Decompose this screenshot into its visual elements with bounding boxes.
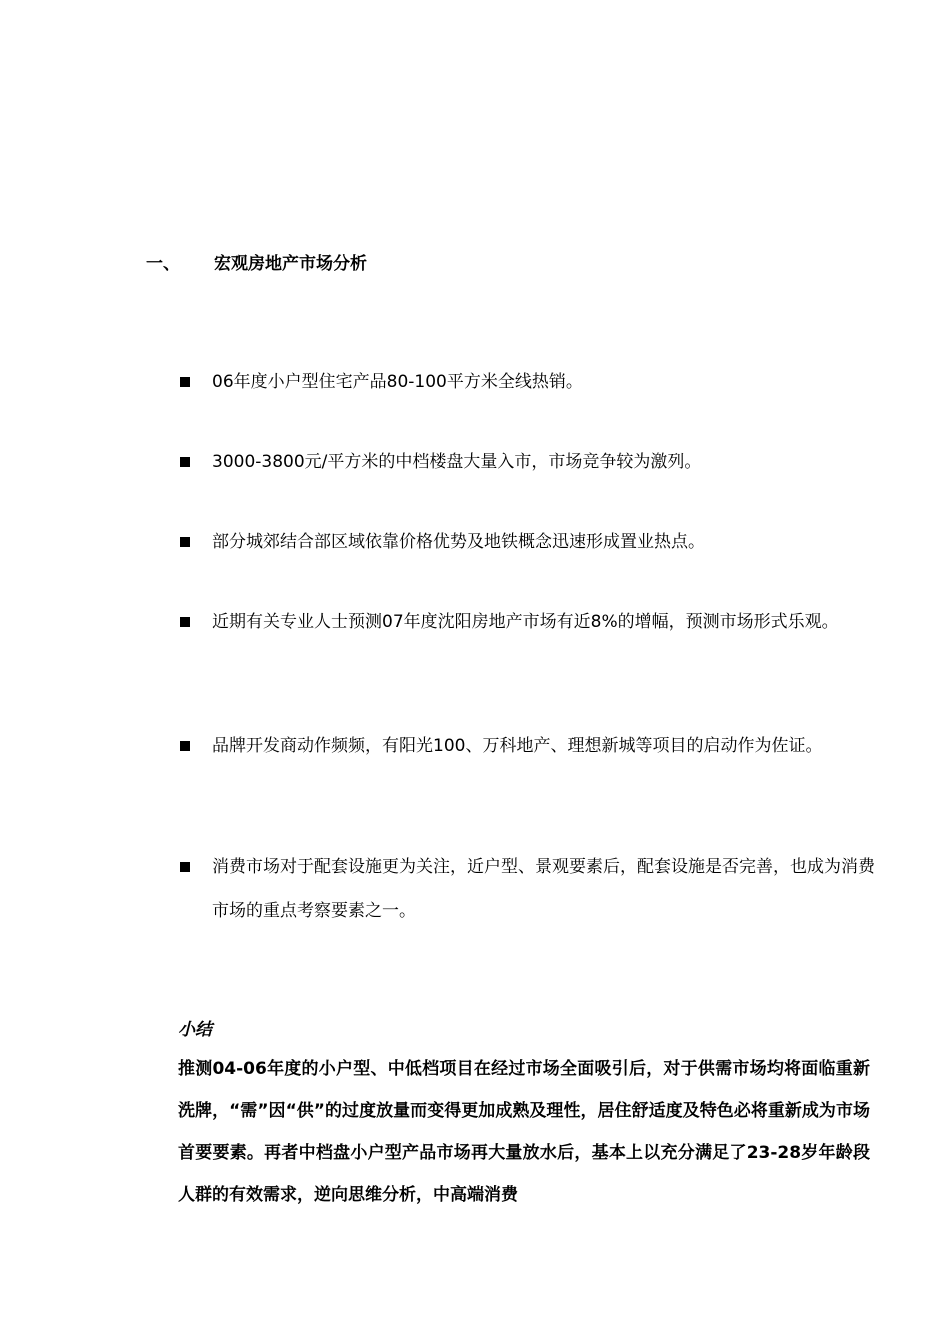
square-bullet-icon <box>180 617 190 627</box>
square-bullet-icon <box>180 862 190 872</box>
list-item-text: 部分城郊结合部区域依靠价格优势及地铁概念迅速形成置业热点。 <box>212 532 705 552</box>
list-item <box>178 724 888 768</box>
list-item-text: 3000-3800元/平方米的中档楼盘大量入市，市场竞争较为激列。 <box>212 452 702 472</box>
square-bullet-icon <box>180 457 190 467</box>
list-item <box>178 600 888 644</box>
summary-title: 小结 <box>178 1020 212 1040</box>
section-title: 宏观房地产市场分析 <box>214 254 367 274</box>
list-item-text: 品牌开发商动作频频，有阳光100、万科地产、理想新城等项目的启动作为佐证。 <box>212 736 823 756</box>
square-bullet-icon <box>180 537 190 547</box>
section-heading <box>146 252 367 276</box>
list-item-text: 06年度小户型住宅产品80-100平方米全线热销。 <box>212 372 583 392</box>
list-item-text: 消费市场对于配套设施更为关注，近户型、景观要素后，配套设施是否完善，也成为消费市场的重点考察要素之一。 <box>212 857 875 921</box>
section-number: 一、 <box>146 254 180 274</box>
list-item <box>178 845 888 933</box>
list-item <box>178 520 888 564</box>
summary-body: 推测04-06年度的小户型、中低档项目在经过市场全面吸引后，对于供需市场均将面临重新洗牌，“需”因“供”的过度放量而变得更加成熟及理性，居住舒适度及特色必将重新成为市场首要要素。再者中档盘小户型产品市场再大量放水后，基本上以充分满足了23-28岁年龄段人群的有效需求，逆向思维分析，中高端消费 <box>178 1059 870 1205</box>
list-item <box>178 440 888 484</box>
list-item-text: 近期有关专业人士预测07年度沈阳房地产市场有近8%的增幅，预测市场形式乐观。 <box>212 612 839 632</box>
square-bullet-icon <box>180 741 190 751</box>
square-bullet-icon <box>180 377 190 387</box>
list-item <box>178 360 888 404</box>
